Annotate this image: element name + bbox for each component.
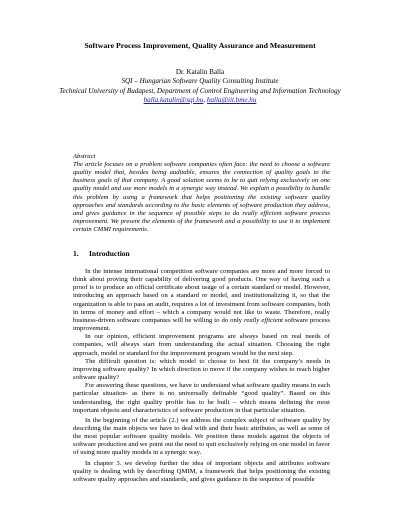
email-link-bme[interactable]: balla@iit.bme.hu	[206, 95, 257, 104]
paragraph: The difficult question is: which model to choose to best fit the company’s needs in improving software quality? In which direction to move if the company wishes to reach higher software quality?	[73, 357, 330, 382]
paragraph: In chapter 3. we develop further the idea of important objects and attributes software quality is dealing with by describing QMIM, a framework that helps positioning the existing software quality approaches and standards, and gives guidance in the sequence of possible	[73, 459, 330, 483]
emphasis-text: really efficient	[244, 316, 283, 324]
abstract-text: The article focuses on a problem software companies often face: the need to choose a software quality model that, besides being auditable, ensures the connection of quality goals to the business goals of that company. A good solution seems to be to quit relying exclusively on one quality model and use more models in a synergic way instead. We explain a possibility to handle this problem by using a framework that helps positioning the existing software quality approaches and standards according to the basic elements of software production they address, and gives guidance in the sequence of possible steps to do really efficient software process improvement. We present the elements of the framework and a possibility to use it to implement certain CMMI requirements.	[73, 161, 330, 234]
paragraph: In our opinion, efficient improvement programs are always based on real needs of companies, will always start from understanding the actual situation. Choosing the right approach, model or standard for the improvement program would be the next step.	[73, 333, 330, 357]
paper-title: Software Process Improvement, Quality Assurance and Measurement	[84, 41, 316, 50]
affiliation-sqi: SQI – Hungarian Software Quality Consulting Institute	[121, 77, 279, 86]
email-separator: ,	[203, 95, 207, 104]
author-name: Dr. Katalin Balla	[175, 68, 225, 76]
paragraph: For answering these questions, we have to understand what software quality means in each particular situation- as there is no universally definable “good quality”. Based on this understanding, the right quality profile has to be built – which means defining the most important objects and characteristics of software production in that particular situation.	[73, 382, 330, 414]
section-title: Introduction	[89, 249, 130, 258]
abstract-heading: Abstract	[73, 153, 96, 160]
introduction-body	[73, 268, 330, 484]
affiliation-university: Technical University of Budapest, Department of Control Engineering and Information Technology	[59, 86, 341, 95]
email-link-sqi[interactable]: balla.katalin@sqi.hu	[143, 95, 204, 104]
section-heading	[73, 249, 130, 258]
section-number: 1.	[73, 249, 79, 258]
paragraph-text-end: software process improvement.	[73, 316, 330, 333]
paragraph	[73, 268, 330, 333]
paragraph-text: In the intense international competition software companies are more and more forced to think about proving their capability of delivering good products. One way of having such a proof is to produce an official certificate about usage of a certain standard or model. However, introducing an approach based on a standard or model, and institutionalizing it, so that the organization is able to pass an audit, requires a lot of investment from software companies, both in terms of money and effort – which a company would not like to waste. Therefore, really business-driven software companies will be willing to do only	[73, 268, 330, 324]
author-emails	[58, 96, 342, 105]
author-block	[58, 68, 342, 105]
paragraph: In the beginning of the article (2.) we address the complex subject of software quality by describing the main objects we have to deal with and their basic attributes, as well as some of the most popular software quality models. We position these models against the objects of software production and we point out the need to quit exclusively relying on one model in favor of using more quality models in a synergic way.	[73, 416, 330, 457]
